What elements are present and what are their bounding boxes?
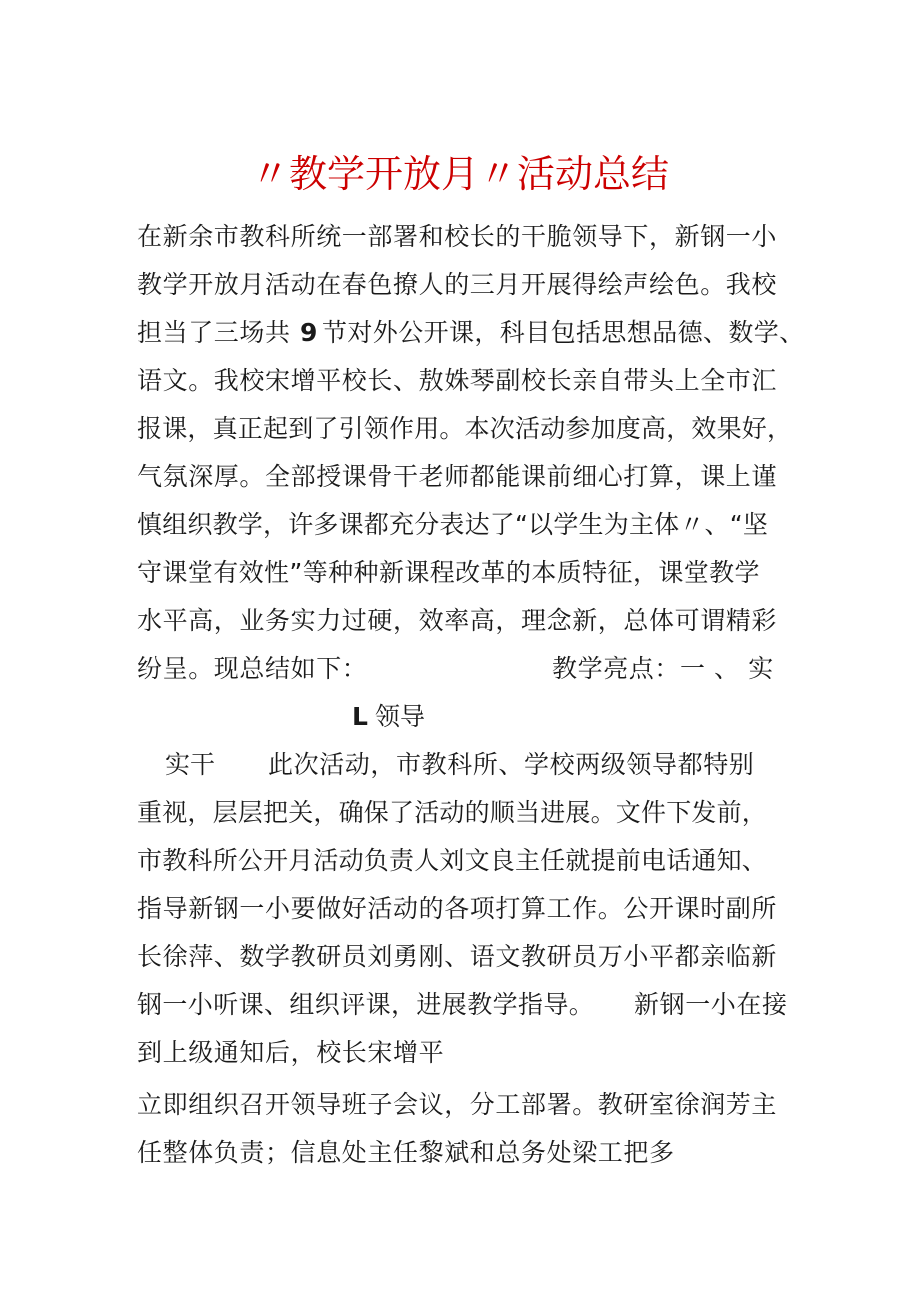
line-text: 水平高，业务实力过硬，效率高，理念新，总体可谓精彩: [137, 606, 778, 635]
line-text: 慎组织教学，许多课都充分表达了“以学生为主体〃、“坚: [137, 510, 769, 539]
line-text: 纷呈。现总结如下：: [137, 654, 368, 683]
document-title: 〃教学开放月〃活动总结: [250, 152, 669, 196]
line-text: 长徐萍、数学教研员刘勇刚、语文教研员万小平都亲临新: [137, 942, 778, 971]
line-text: 在新余市教科所统一部署和校长的干脆领导下，新钢一小: [137, 222, 778, 251]
line-text: 教学开放月活动在春色撩人的三月开展得绘声绘色。我校: [137, 270, 778, 299]
line-text: 语文。我校宋增平校长、敖姝琴副校长亲自带头上全市汇: [137, 366, 778, 395]
line-text: 此次活动，市教科所、学校两级领导都特别: [268, 750, 755, 779]
section-heading-text: 实干: [165, 750, 216, 779]
line-text: 钢一小听课、组织评课，进展教学指导。: [137, 990, 595, 1019]
line-text: 到上级通知后，校长宋增平: [137, 1038, 445, 1067]
line-text: 节对外公开课，科目包括思想品德、数学、: [322, 318, 805, 347]
line-text: 重视，层层把关，确保了活动的顺当进展。文件下发前，: [137, 798, 768, 827]
line-text: 立即组织召开领导班子会议，分工部署。教研室徐润芳主: [137, 1090, 778, 1119]
line-text: 市教科所公开月活动负责人刘文良主任就提前电话通知、: [137, 846, 768, 875]
section-heading-text: 教学亮点：一 、 实: [552, 654, 774, 683]
line-text: 担当了三场共: [137, 318, 291, 347]
line-text: 新钢一小在接: [634, 990, 788, 1019]
line-number: 9: [300, 318, 318, 347]
line-text: 任整体负责；信息处主任黎斌和总务处梁工把多: [137, 1138, 675, 1167]
line-text: 报课，真正起到了引领作用。本次活动参加度高，效果好，: [137, 414, 793, 443]
line-text: 气氛深厚。全部授课骨干老师都能课前细心打算，课上谨: [137, 462, 778, 491]
line-text: 守课堂有效性”等种种新课程改革的本质特征，课堂教学: [137, 558, 760, 587]
heading-marker: L: [352, 702, 368, 731]
section-heading-text: 领导: [375, 702, 426, 731]
line-text: 指导新钢一小要做好活动的各项打算工作。公开课时副所: [137, 894, 778, 923]
